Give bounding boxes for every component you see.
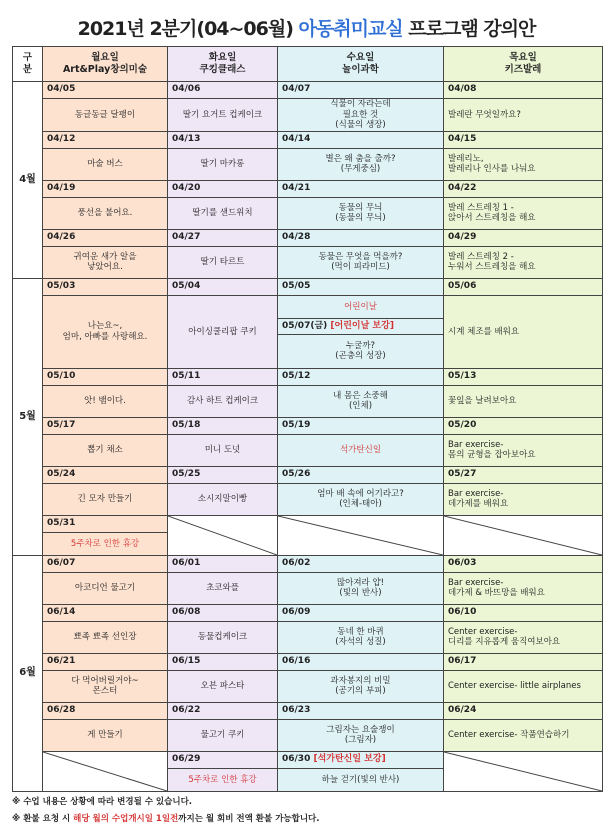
activity-cell: 물고기 쿠키: [168, 719, 278, 751]
empty-cell: [444, 751, 603, 791]
date-cell: 06/29: [168, 751, 278, 768]
jun-date-row-1: [13, 555, 603, 572]
date-cell: 05/05: [278, 278, 444, 295]
jun-activity-row-2: [13, 621, 603, 653]
may-date-row-5: [13, 515, 603, 532]
apr-activity-row-1: [13, 99, 603, 132]
date-cell: 06/22: [168, 702, 278, 719]
activity-cell: 동물의 무늬 (동물의 무늬): [278, 197, 444, 229]
date-cell: 06/17: [444, 653, 603, 670]
empty-cell: [278, 515, 444, 555]
activity-cell: 발레 스트레칭 1 - 앉아서 스트레칭을 해요: [444, 197, 603, 229]
date-cell: 04/07: [278, 82, 444, 99]
activity-cell: 초코와플: [168, 572, 278, 604]
date-cell: 06/10: [444, 604, 603, 621]
date-cell: 04/19: [43, 180, 168, 197]
activity-cell: 식물이 자라는데 필요한 것 (식물의 생장): [278, 99, 444, 132]
month-june: 6월: [13, 555, 43, 791]
date-cell: 04/13: [168, 131, 278, 148]
date-cell: 05/06: [444, 278, 603, 295]
apr-date-row-2: [13, 131, 603, 148]
date-cell: 05/04: [168, 278, 278, 295]
date-cell: 04/22: [444, 180, 603, 197]
footnote-2: [12, 811, 319, 828]
activity-cell: 오븐 파스타: [168, 670, 278, 702]
date-cell: 06/08: [168, 604, 278, 621]
activity-cell: 동네 한 바퀴 (자석의 성질): [278, 621, 444, 653]
activity-cell: 아이싱쿨리팝 쿠키: [168, 295, 278, 368]
tuesday-program: 쿠킹클래스: [199, 64, 246, 75]
date-cell: 04/28: [278, 229, 444, 246]
date-cell: 06/03: [444, 555, 603, 572]
activity-cell: 다 먹어버릴거야~ 몬스터: [43, 670, 168, 702]
jun-activity-row-3: [13, 670, 603, 702]
activity-cell: 시계 체조를 배워요: [444, 295, 603, 368]
footnote-2-a: ※ 환불 요청 시: [12, 814, 74, 824]
diagonal-line: [444, 516, 602, 555]
makeup-tag: [어린이날 보강]: [330, 320, 394, 331]
apr-date-row-4: [13, 229, 603, 246]
header-row: [13, 47, 603, 82]
date-cell: 04/08: [444, 82, 603, 99]
monday-label: 월요일: [91, 52, 119, 64]
activity-cell: 풍선을 불어요.: [43, 197, 168, 229]
apr-date-row-3: [13, 180, 603, 197]
activity-cell: Center exercise- little airplanes: [444, 670, 603, 702]
activity-cell: 발레란 무엇일까요?: [444, 99, 603, 132]
empty-cell: [168, 515, 278, 555]
makeup-date: 05/07(금): [282, 320, 328, 331]
may-activity-row-1: [13, 295, 603, 368]
activity-cell: 앗! 뱀이다.: [43, 385, 168, 417]
footnotes: [12, 794, 319, 828]
header-wednesday: [278, 47, 444, 82]
date-cell: 05/10: [43, 368, 168, 385]
date-cell: 05/18: [168, 417, 278, 434]
date-cell: 05/03: [43, 278, 168, 295]
jun-date-row-5: [13, 751, 603, 768]
makeup-tag: [석가탄신일 보강]: [313, 754, 386, 765]
diagonal-line: [278, 516, 443, 555]
date-cell: 04/29: [444, 229, 603, 246]
date-cell: 06/09: [278, 604, 444, 621]
date-cell: 05/12: [278, 368, 444, 385]
may-date-row-2: [13, 368, 603, 385]
date-cell: 06/24: [444, 702, 603, 719]
activity-cell: 꽃잎을 날려보아요: [444, 385, 603, 417]
activity-cell: Bar exercise- 데가제 & 바뜨망을 배워요: [444, 572, 603, 604]
date-cell: 06/23: [278, 702, 444, 719]
thursday-label: 목요일: [509, 52, 537, 64]
date-cell: 05/25: [168, 466, 278, 483]
activity-cell: 엄마 배 속에 어기라고? (인체-태아): [278, 483, 444, 515]
activity-cell: 마술 버스: [43, 148, 168, 180]
empty-cell: [444, 515, 603, 555]
jun-date-row-4: [13, 702, 603, 719]
schedule-table: [12, 46, 603, 792]
header-tuesday: [168, 47, 278, 82]
date-cell: 05/11: [168, 368, 278, 385]
makeup-activity: 누굴까? (곤충의 성장): [335, 340, 386, 362]
date-text: 06/30: [282, 754, 311, 765]
date-cell: 04/21: [278, 180, 444, 197]
date-cell: 06/21: [43, 653, 168, 670]
may-activity-row-4: [13, 483, 603, 515]
date-cell: 06/07: [43, 555, 168, 572]
activity-cell: 발레 스트레칭 2 - 누워서 스트레칭을 해요: [444, 246, 603, 278]
makeup-date-row: [278, 319, 443, 335]
activity-cell: 나는요~, 엄마, 아빠를 사랑해요.: [43, 295, 168, 368]
activity-cell: 미니 도넛: [168, 434, 278, 466]
diagonal-line: [444, 752, 602, 791]
header-gu: [13, 47, 43, 82]
activity-cell: 딸기 마카롱: [168, 148, 278, 180]
activity-cell: 감사 하트 컵케이크: [168, 385, 278, 417]
may-date-row-1: [13, 278, 603, 295]
title-suffix: 프로그램 강의안: [402, 18, 536, 40]
footnote-1: ※ 수업 내용은 상황에 따라 변경될 수 있습니다.: [12, 797, 193, 807]
date-cell: 05/13: [444, 368, 603, 385]
may-activity-row-2: [13, 385, 603, 417]
monday-program: Art&Play창의미술: [62, 64, 148, 75]
activity-cell: 많아져라 얍! (빛의 반사): [278, 572, 444, 604]
activity-cell: 딸기 요거트 컵케이크: [168, 99, 278, 132]
activity-cell: 긴 모자 만들기: [43, 483, 168, 515]
date-cell: 06/14: [43, 604, 168, 621]
activity-cell: 하늘 걷기(빛의 반사): [278, 768, 444, 791]
wednesday-program: 놀이과학: [342, 64, 379, 75]
date-cell: 05/27: [444, 466, 603, 483]
apr-date-row-1: [13, 82, 603, 99]
activity-cell: 5주차로 인한 휴강: [168, 768, 278, 791]
activity-cell: Bar exercise- 데가제를 배워요: [444, 483, 603, 515]
apr-activity-row-4: [13, 246, 603, 278]
header-thursday: [444, 47, 603, 82]
activity-cell: 게 만들기: [43, 719, 168, 751]
date-cell: 05/17: [43, 417, 168, 434]
diagonal-line: [168, 516, 277, 555]
activity-cell: 5주차로 인한 휴강: [43, 532, 168, 555]
activity-cell: 소시지말이빵: [168, 483, 278, 515]
activity-cell: Center exercise- 디리를 지유롭게 움직여보아요: [444, 621, 603, 653]
title-accent: 아동취미교실: [298, 18, 403, 40]
footnote-2-b: 해당 월의 수업개시일 1일전: [73, 814, 179, 824]
month-april: 4월: [13, 82, 43, 279]
date-cell: 05/20: [444, 417, 603, 434]
activity-cell: 뾰족 뾰족 선인장: [43, 621, 168, 653]
jun-date-row-2: [13, 604, 603, 621]
holiday-label: 어린이날: [278, 296, 443, 319]
apr-activity-row-3: [13, 197, 603, 229]
date-cell: 06/15: [168, 653, 278, 670]
jun-activity-row-1: [13, 572, 603, 604]
date-cell: 05/26: [278, 466, 444, 483]
activity-cell: 동물은 무엇을 먹을까? (먹이 피라미드): [278, 246, 444, 278]
title-prefix: 2021년 2분기(04~06월): [77, 18, 299, 40]
activity-cell: 딸기를 샌드위치: [168, 197, 278, 229]
date-cell: 05/24: [43, 466, 168, 483]
date-cell: 04/14: [278, 131, 444, 148]
wednesday-holiday-cell: [278, 295, 444, 368]
date-cell: 06/02: [278, 555, 444, 572]
date-cell: 04/05: [43, 82, 168, 99]
may-date-row-3: [13, 417, 603, 434]
date-cell: 04/27: [168, 229, 278, 246]
activity-cell: 동글동글 달팽이: [43, 99, 168, 132]
date-cell: [278, 751, 444, 768]
activity-cell: 뽑기 채소: [43, 434, 168, 466]
jun-activity-row-4: [13, 719, 603, 751]
may-date-row-4: [13, 466, 603, 483]
page-title: [0, 14, 613, 41]
activity-cell: 별은 왜 춤을 출까? (무게중심): [278, 148, 444, 180]
activity-cell: 내 몸은 소중해 (인체): [278, 385, 444, 417]
date-cell: 04/06: [168, 82, 278, 99]
date-cell: 04/12: [43, 131, 168, 148]
date-cell: 06/16: [278, 653, 444, 670]
date-cell: 05/19: [278, 417, 444, 434]
activity-cell: 그림자는 요술쟁이 (그림자): [278, 719, 444, 751]
date-cell: 04/20: [168, 180, 278, 197]
date-cell: 04/15: [444, 131, 603, 148]
activity-cell: 발레리노, 발레리나 인사를 나눠요: [444, 148, 603, 180]
wednesday-label: 수요일: [346, 52, 375, 64]
diagonal-line: [43, 752, 167, 791]
activity-cell: 아코디언 물고기: [43, 572, 168, 604]
date-cell: 06/28: [43, 702, 168, 719]
apr-activity-row-2: [13, 148, 603, 180]
activity-cell: Center exercise- 작품연습하기: [444, 719, 603, 751]
activity-cell: 동물컵케이크: [168, 621, 278, 653]
activity-cell: 과자봉지의 비밀 (공기의 부피): [278, 670, 444, 702]
tuesday-label: 화요일: [208, 52, 237, 64]
date-cell: 04/26: [43, 229, 168, 246]
footnote-2-c: 까지는 월 회비 전액 환불 가능합니다.: [178, 814, 320, 824]
thursday-program: 키즈발레: [504, 64, 542, 75]
header-gu-label: 구 분: [22, 52, 33, 75]
may-activity-row-3: [13, 434, 603, 466]
activity-cell: 딸기 타르트: [168, 246, 278, 278]
empty-cell: [43, 751, 168, 791]
activity-cell: 석가탄신일: [278, 434, 444, 466]
activity-cell: Bar exercise- 몸의 균형을 잡아보아요: [444, 434, 603, 466]
activity-cell: 귀여운 새가 알을 낳았어요.: [43, 246, 168, 278]
header-monday: [43, 47, 168, 82]
date-cell: 05/31: [43, 515, 168, 532]
jun-date-row-3: [13, 653, 603, 670]
date-cell: 06/01: [168, 555, 278, 572]
month-may: 5월: [13, 278, 43, 555]
